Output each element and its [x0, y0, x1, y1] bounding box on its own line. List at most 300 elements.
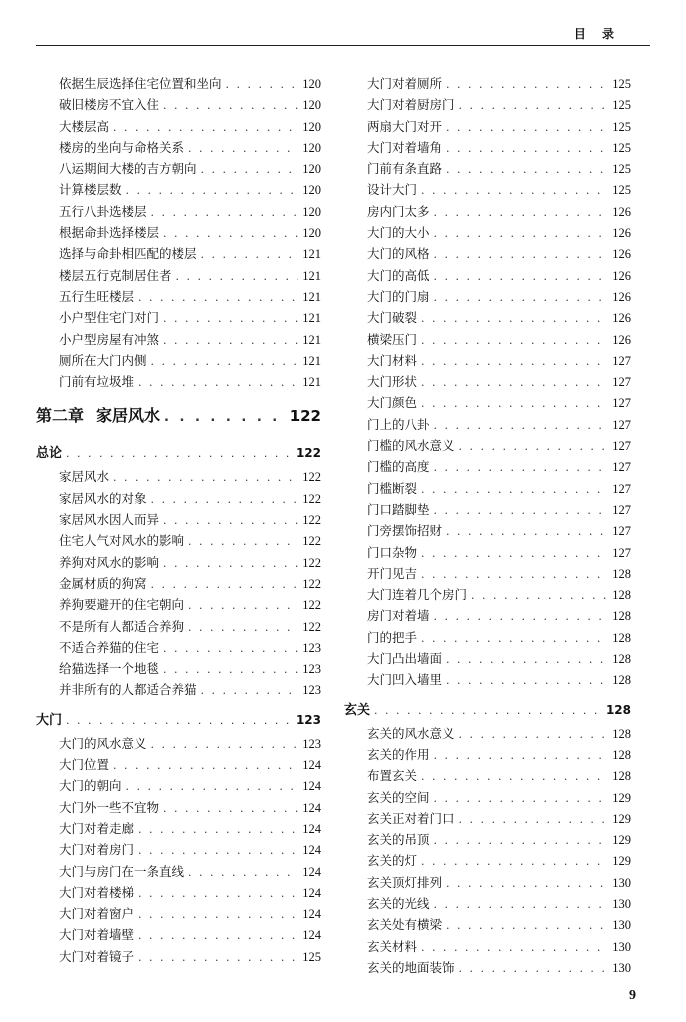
toc-entry-title: 门口踏脚垫 — [367, 501, 430, 517]
toc-entry — [344, 329, 631, 350]
toc-entry-title: 玄关的风水意义 — [367, 725, 455, 741]
toc-entry-title: 大门的风格 — [367, 246, 430, 262]
dot-leader — [446, 74, 608, 94]
dot-leader — [434, 894, 609, 914]
toc-entry-title: 玄关的作用 — [367, 746, 430, 762]
toc-entry-title: 依据生辰选择住宅位置和坐向 — [59, 76, 222, 91]
toc-entry-title: 设计大门 — [367, 182, 418, 198]
toc-entry-title: 计算楼层数 — [59, 182, 122, 198]
toc-entry-title: 大门的朝向 — [59, 778, 122, 794]
toc-entry — [36, 552, 321, 573]
toc-entry — [36, 658, 321, 679]
toc-entry-page: 126 — [612, 289, 631, 304]
dot-leader — [434, 202, 609, 222]
toc-entry-page: 124 — [302, 864, 321, 879]
toc-entry — [344, 563, 631, 584]
toc-entry-title: 门槛的高度 — [367, 459, 430, 475]
toc-entry-page: 124 — [302, 907, 321, 922]
toc-entry — [344, 158, 631, 179]
dot-leader — [163, 659, 298, 679]
toc-entry-page: 122 — [302, 513, 321, 528]
toc-entry-page: 126 — [612, 226, 631, 241]
toc-entry-title: 养狗要避开的住宅朝向 — [59, 597, 185, 613]
toc-entry-title: 并非所有的人都适合养猫 — [59, 682, 197, 698]
toc-entry-page: 125 — [612, 119, 631, 134]
toc-entry-title: 布置玄关 — [367, 768, 418, 784]
toc-entry-page: 130 — [612, 960, 631, 975]
dot-leader — [163, 510, 298, 530]
toc-entry — [344, 520, 631, 541]
toc-entry-title: 大门凹入墙里 — [367, 672, 443, 688]
toc-entry-title: 大楼层高 — [59, 118, 110, 134]
toc-entry-title: 大门对着镜子 — [59, 948, 135, 964]
toc-entry-title: 大门对着楼梯 — [59, 884, 135, 900]
toc-entry — [36, 94, 321, 115]
toc-entry — [36, 158, 321, 179]
toc-entry — [344, 829, 631, 850]
dot-leader — [138, 372, 298, 392]
toc-entry-title: 大门外一些不宜物 — [59, 799, 160, 815]
toc-entry-title: 八运期间大楼的吉方朝向 — [59, 161, 197, 177]
toc-entry-title: 玄关正对着门口 — [367, 810, 455, 826]
toc-entry-title: 开门见吉 — [367, 565, 418, 581]
toc-entry-page: 126 — [612, 247, 631, 262]
toc-entry-page: 121 — [302, 332, 321, 347]
toc-entry-title: 大门凸出墙面 — [367, 651, 443, 667]
toc-entry-page: 121 — [302, 375, 321, 390]
toc-entry-page: 122 — [295, 446, 321, 461]
toc-entry-page: 127 — [612, 481, 631, 496]
dot-leader — [201, 159, 299, 179]
toc-entry-page: 123 — [302, 683, 321, 698]
dot-leader — [421, 937, 608, 957]
toc-section-heading — [36, 707, 321, 733]
toc-entry-page: 128 — [612, 609, 631, 624]
toc-entry-title: 大门材料 — [367, 352, 418, 368]
toc-entry-title: 不适合养猫的住宅 — [59, 639, 160, 655]
toc-entry-page: 128 — [612, 588, 631, 603]
dot-leader — [113, 467, 298, 487]
dot-leader — [163, 223, 298, 243]
toc-entry — [36, 329, 321, 350]
dot-leader — [434, 745, 609, 765]
toc-entry — [344, 669, 631, 690]
toc-entry-page: 122 — [302, 576, 321, 591]
toc-entry — [36, 861, 321, 882]
dot-leader — [201, 680, 299, 700]
toc-entry-title: 大门 — [36, 712, 63, 728]
toc-entry — [36, 265, 321, 286]
toc-entry-title: 楼层五行克制居住者 — [59, 267, 172, 283]
dot-leader — [138, 904, 298, 924]
toc-entry-page: 130 — [612, 918, 631, 933]
toc-entry-title: 大门的门扇 — [367, 288, 430, 304]
toc-entry-title: 房内门太多 — [367, 203, 430, 219]
toc-entry-page: 124 — [302, 885, 321, 900]
toc-entry-title: 总论 — [36, 446, 63, 462]
toc-entry-title: 大门对着窗户 — [59, 906, 135, 922]
toc-entry-page: 128 — [612, 726, 631, 741]
toc-entry-title: 门口杂物 — [367, 544, 418, 560]
toc-entry-page: 130 — [612, 939, 631, 954]
toc-entry — [36, 243, 321, 264]
toc-entry-title: 大门对着房门 — [59, 842, 135, 858]
toc-entry-page: 120 — [302, 140, 321, 155]
toc-entry — [344, 286, 631, 307]
toc-entry-page: 123 — [295, 712, 321, 727]
toc-entry-page: 121 — [302, 289, 321, 304]
toc-entry-page: 127 — [612, 375, 631, 390]
toc-entry-title: 门上的八卦 — [367, 416, 430, 432]
dot-leader — [374, 698, 602, 723]
toc-entry-page: 123 — [302, 736, 321, 751]
toc-entry-title: 大门破裂 — [367, 310, 418, 326]
dot-leader — [163, 638, 298, 658]
dot-leader — [434, 457, 609, 477]
toc-entry-page: 125 — [612, 77, 631, 91]
toc-entry — [344, 392, 631, 413]
toc-entry-title: 大门对着墙壁 — [59, 927, 135, 943]
toc-entry-page: 127 — [612, 396, 631, 411]
toc-header-label: 目 录 — [573, 27, 620, 41]
dot-leader — [188, 862, 298, 882]
toc-entry — [36, 371, 321, 392]
toc-entry-title: 选择与命卦相匹配的楼层 — [59, 246, 197, 262]
dot-leader — [421, 564, 608, 584]
toc-entry-title: 玄关的光线 — [367, 895, 430, 911]
toc-entry-page: 124 — [302, 758, 321, 773]
toc-entry-page: 126 — [612, 204, 631, 219]
dot-leader — [188, 617, 298, 637]
toc-entry-page: 127 — [612, 502, 631, 517]
toc-entry-title: 家居风水 — [96, 406, 161, 426]
toc-entry-title: 玄关的吊顶 — [367, 832, 430, 848]
toc-entry — [344, 435, 631, 456]
dot-leader — [138, 883, 298, 903]
dot-leader — [151, 351, 299, 371]
toc-entry-page: 127 — [612, 439, 631, 454]
dot-leader — [434, 415, 609, 435]
toc-entry — [344, 872, 631, 893]
toc-entry-title: 养狗对风水的影响 — [59, 554, 160, 570]
toc-entry-page: 120 — [302, 183, 321, 198]
toc-entry — [344, 371, 631, 392]
toc-entry — [344, 914, 631, 935]
toc-entry-title: 大门颜色 — [367, 395, 418, 411]
toc-entry — [344, 627, 631, 648]
toc-entry-page: 121 — [302, 311, 321, 326]
toc-entry-page: 122 — [302, 470, 321, 485]
toc-entry — [344, 499, 631, 520]
toc-entry-page: 124 — [302, 779, 321, 794]
toc-entry — [36, 222, 321, 243]
toc-entry-page: 124 — [302, 843, 321, 858]
header-rule — [36, 45, 650, 46]
chapter-number: 第二章 — [36, 406, 85, 426]
dot-leader — [138, 925, 298, 945]
dot-leader — [421, 393, 608, 413]
toc-entry — [344, 137, 631, 158]
toc-entry-title: 根据命卦选择楼层 — [59, 225, 160, 241]
dot-leader — [459, 958, 609, 978]
toc-entry-page: 120 — [302, 204, 321, 219]
toc-entry — [344, 179, 631, 200]
toc-entry-page: 129 — [612, 833, 631, 848]
toc-entry — [344, 787, 631, 808]
toc-entry-page: 127 — [612, 524, 631, 539]
toc-entry-title: 玄关顶灯排列 — [367, 874, 443, 890]
toc-entry — [344, 808, 631, 829]
dot-leader — [421, 372, 608, 392]
dot-leader — [434, 788, 609, 808]
toc-entry-title: 门前有条直路 — [367, 161, 443, 177]
toc-entry-title: 玄关的空间 — [367, 789, 430, 805]
toc-entry — [36, 350, 321, 371]
toc-entry-page: 127 — [612, 353, 631, 368]
dot-leader — [151, 202, 299, 222]
toc-entry-page: 122 — [289, 407, 321, 426]
toc-entry-page: 128 — [605, 702, 631, 717]
toc-entry — [36, 733, 321, 754]
dot-leader — [138, 840, 298, 860]
toc-entry-page: 130 — [612, 896, 631, 911]
toc-entry-title: 玄关的灯 — [367, 853, 418, 869]
toc-entry — [344, 456, 631, 477]
dot-leader — [163, 553, 298, 573]
toc-section-heading — [36, 440, 321, 466]
toc-entry-title: 小户型住宅门对门 — [59, 310, 160, 326]
toc-entry-page: 129 — [612, 811, 631, 826]
toc-entry — [344, 307, 631, 328]
toc-entry — [344, 723, 631, 744]
dot-leader — [188, 138, 298, 158]
toc-entry-page: 122 — [302, 491, 321, 506]
dot-leader — [421, 351, 608, 371]
toc-entry-page: 122 — [302, 534, 321, 549]
dot-leader — [421, 543, 608, 563]
toc-entry-page: 129 — [612, 854, 631, 869]
dot-leader — [446, 138, 608, 158]
toc-entry-page: 122 — [302, 598, 321, 613]
toc-entry-title: 家居风水的对象 — [59, 490, 147, 506]
toc-entry — [344, 936, 631, 957]
toc-entry-title: 门槛的风水意义 — [367, 438, 455, 454]
toc-entry — [36, 903, 321, 924]
dot-leader — [151, 734, 299, 754]
toc-entry — [344, 957, 631, 978]
toc-entry-page: 125 — [612, 162, 631, 177]
toc-chapter-heading — [36, 398, 321, 434]
toc-entry-title: 金属材质的狗窝 — [59, 575, 147, 591]
toc-entry-title: 不是所有人都适合养狗 — [59, 618, 185, 634]
toc-entry-title: 大门对着厨房门 — [367, 97, 455, 113]
toc-entry-title: 玄关的地面装饰 — [367, 959, 455, 975]
toc-entry-title: 门槛断裂 — [367, 480, 418, 496]
toc-entry — [36, 839, 321, 860]
toc-section-heading — [344, 697, 631, 723]
dot-leader — [459, 95, 609, 115]
toc-entry-page: 121 — [302, 268, 321, 283]
toc-entry-title: 大门的大小 — [367, 225, 430, 241]
dot-leader — [113, 117, 298, 137]
dot-leader — [421, 851, 608, 871]
toc-entry-title: 楼房的坐向与命格关系 — [59, 139, 185, 155]
dot-leader — [446, 649, 608, 669]
dot-leader — [138, 287, 298, 307]
toc-entry-title: 大门的高低 — [367, 267, 430, 283]
dot-leader — [164, 400, 286, 434]
dot-leader — [113, 755, 298, 775]
dot-leader — [163, 308, 298, 328]
toc-entry-page: 120 — [302, 77, 321, 91]
dot-leader — [459, 724, 609, 744]
dot-leader — [421, 628, 608, 648]
dot-leader — [226, 74, 299, 94]
dot-leader — [163, 798, 298, 818]
page-number: 9 — [629, 988, 636, 1003]
dot-leader — [446, 159, 608, 179]
dot-leader — [446, 521, 608, 541]
toc-entry-title: 门的把手 — [367, 629, 418, 645]
toc-entry — [36, 594, 321, 615]
toc-entry-title: 横梁压门 — [367, 331, 418, 347]
toc-entry-title: 大门对着厕所 — [367, 76, 443, 91]
toc-entry — [36, 573, 321, 594]
dot-leader — [126, 776, 299, 796]
toc-entry-page: 128 — [612, 566, 631, 581]
toc-entry — [344, 850, 631, 871]
toc-entry-page: 123 — [302, 640, 321, 655]
toc-entry — [36, 882, 321, 903]
toc-entry-page: 120 — [302, 162, 321, 177]
dot-leader — [188, 595, 298, 615]
dot-leader — [446, 915, 608, 935]
toc-entry — [344, 478, 631, 499]
toc-entry — [36, 137, 321, 158]
toc-entry — [36, 530, 321, 551]
dot-leader — [138, 819, 298, 839]
toc-entry-page: 128 — [612, 630, 631, 645]
toc-entry — [36, 946, 321, 967]
dot-leader — [434, 830, 609, 850]
dot-leader — [446, 117, 608, 137]
toc-entry — [344, 414, 631, 435]
toc-entry-title: 小户型房屋有冲煞 — [59, 331, 160, 347]
toc-entry — [344, 94, 631, 115]
toc-entry — [344, 116, 631, 137]
toc-entry-page: 122 — [302, 555, 321, 570]
toc-entry — [344, 893, 631, 914]
toc-entry-page: 126 — [612, 268, 631, 283]
dot-leader — [201, 244, 299, 264]
dot-leader — [421, 766, 608, 786]
toc-entry-title: 大门与房门在一条直线 — [59, 863, 185, 879]
toc-entry-page: 130 — [612, 875, 631, 890]
toc-entry — [36, 754, 321, 775]
toc-entry — [36, 679, 321, 700]
toc-entry — [344, 744, 631, 765]
toc-entry-title: 大门连着几个房门 — [367, 587, 468, 603]
toc-entry-page: 128 — [612, 769, 631, 784]
toc-entry — [36, 818, 321, 839]
dot-leader — [66, 441, 292, 466]
toc-entry-page: 128 — [612, 673, 631, 688]
toc-entry-page: 121 — [302, 247, 321, 262]
dot-leader — [434, 223, 609, 243]
toc-entry-page: 128 — [612, 747, 631, 762]
toc-entry — [344, 243, 631, 264]
toc-entry-page: 125 — [612, 140, 631, 155]
dot-leader — [471, 585, 608, 605]
toc-entry — [344, 73, 631, 94]
dot-leader — [459, 436, 609, 456]
dot-leader — [434, 500, 609, 520]
dot-leader — [434, 266, 609, 286]
toc-entry-page: 124 — [302, 821, 321, 836]
toc-entry-title: 大门的风水意义 — [59, 735, 147, 751]
toc-entry-title: 五行生旺楼层 — [59, 288, 135, 304]
toc-entry-page: 123 — [302, 662, 321, 677]
toc-entry-page: 126 — [612, 332, 631, 347]
toc-entry — [36, 924, 321, 945]
toc-entry — [344, 605, 631, 626]
toc-entry-page: 121 — [302, 353, 321, 368]
toc-entry-title: 大门对着墙角 — [367, 139, 443, 155]
toc-entry — [36, 307, 321, 328]
dot-leader — [446, 873, 608, 893]
toc-entry-title: 玄关材料 — [367, 938, 418, 954]
dot-leader — [151, 574, 299, 594]
dot-leader — [126, 180, 299, 200]
toc-entry — [344, 542, 631, 563]
toc-entry — [36, 286, 321, 307]
toc-entry-title: 玄关 — [344, 702, 371, 718]
toc-entry-page: 126 — [612, 311, 631, 326]
toc-entry-page: 120 — [302, 226, 321, 241]
dot-leader — [66, 708, 292, 733]
toc-left-column — [36, 73, 321, 967]
toc-entry-title: 大门形状 — [367, 374, 418, 390]
dot-leader — [421, 330, 608, 350]
toc-entry-page: 125 — [302, 949, 321, 964]
dot-leader — [421, 180, 608, 200]
toc-entry-page: 127 — [612, 417, 631, 432]
toc-entry-title: 房门对着墙 — [367, 608, 430, 624]
toc-entry-page: 120 — [302, 119, 321, 134]
dot-leader — [163, 95, 298, 115]
toc-entry — [36, 201, 321, 222]
dot-leader — [434, 244, 609, 264]
dot-leader — [421, 479, 608, 499]
toc-entry-title: 大门位置 — [59, 757, 110, 773]
toc-entry-title: 住宅人气对风水的影响 — [59, 533, 185, 549]
toc-entry — [36, 775, 321, 796]
toc-entry — [344, 222, 631, 243]
dot-leader — [446, 670, 608, 690]
toc-entry-title: 家居风水 — [59, 469, 110, 485]
toc-entry — [36, 509, 321, 530]
dot-leader — [163, 330, 298, 350]
toc-entry — [344, 201, 631, 222]
toc-entry-title: 破旧楼房不宜入住 — [59, 97, 160, 113]
toc-entry-page: 120 — [302, 98, 321, 113]
toc-entry — [36, 116, 321, 137]
toc-entry-page: 127 — [612, 460, 631, 475]
toc-entry-title: 给猫选择一个地毯 — [59, 661, 160, 677]
toc-entry — [344, 584, 631, 605]
toc-entry-title: 大门对着走廊 — [59, 820, 135, 836]
toc-entry-page: 129 — [612, 790, 631, 805]
